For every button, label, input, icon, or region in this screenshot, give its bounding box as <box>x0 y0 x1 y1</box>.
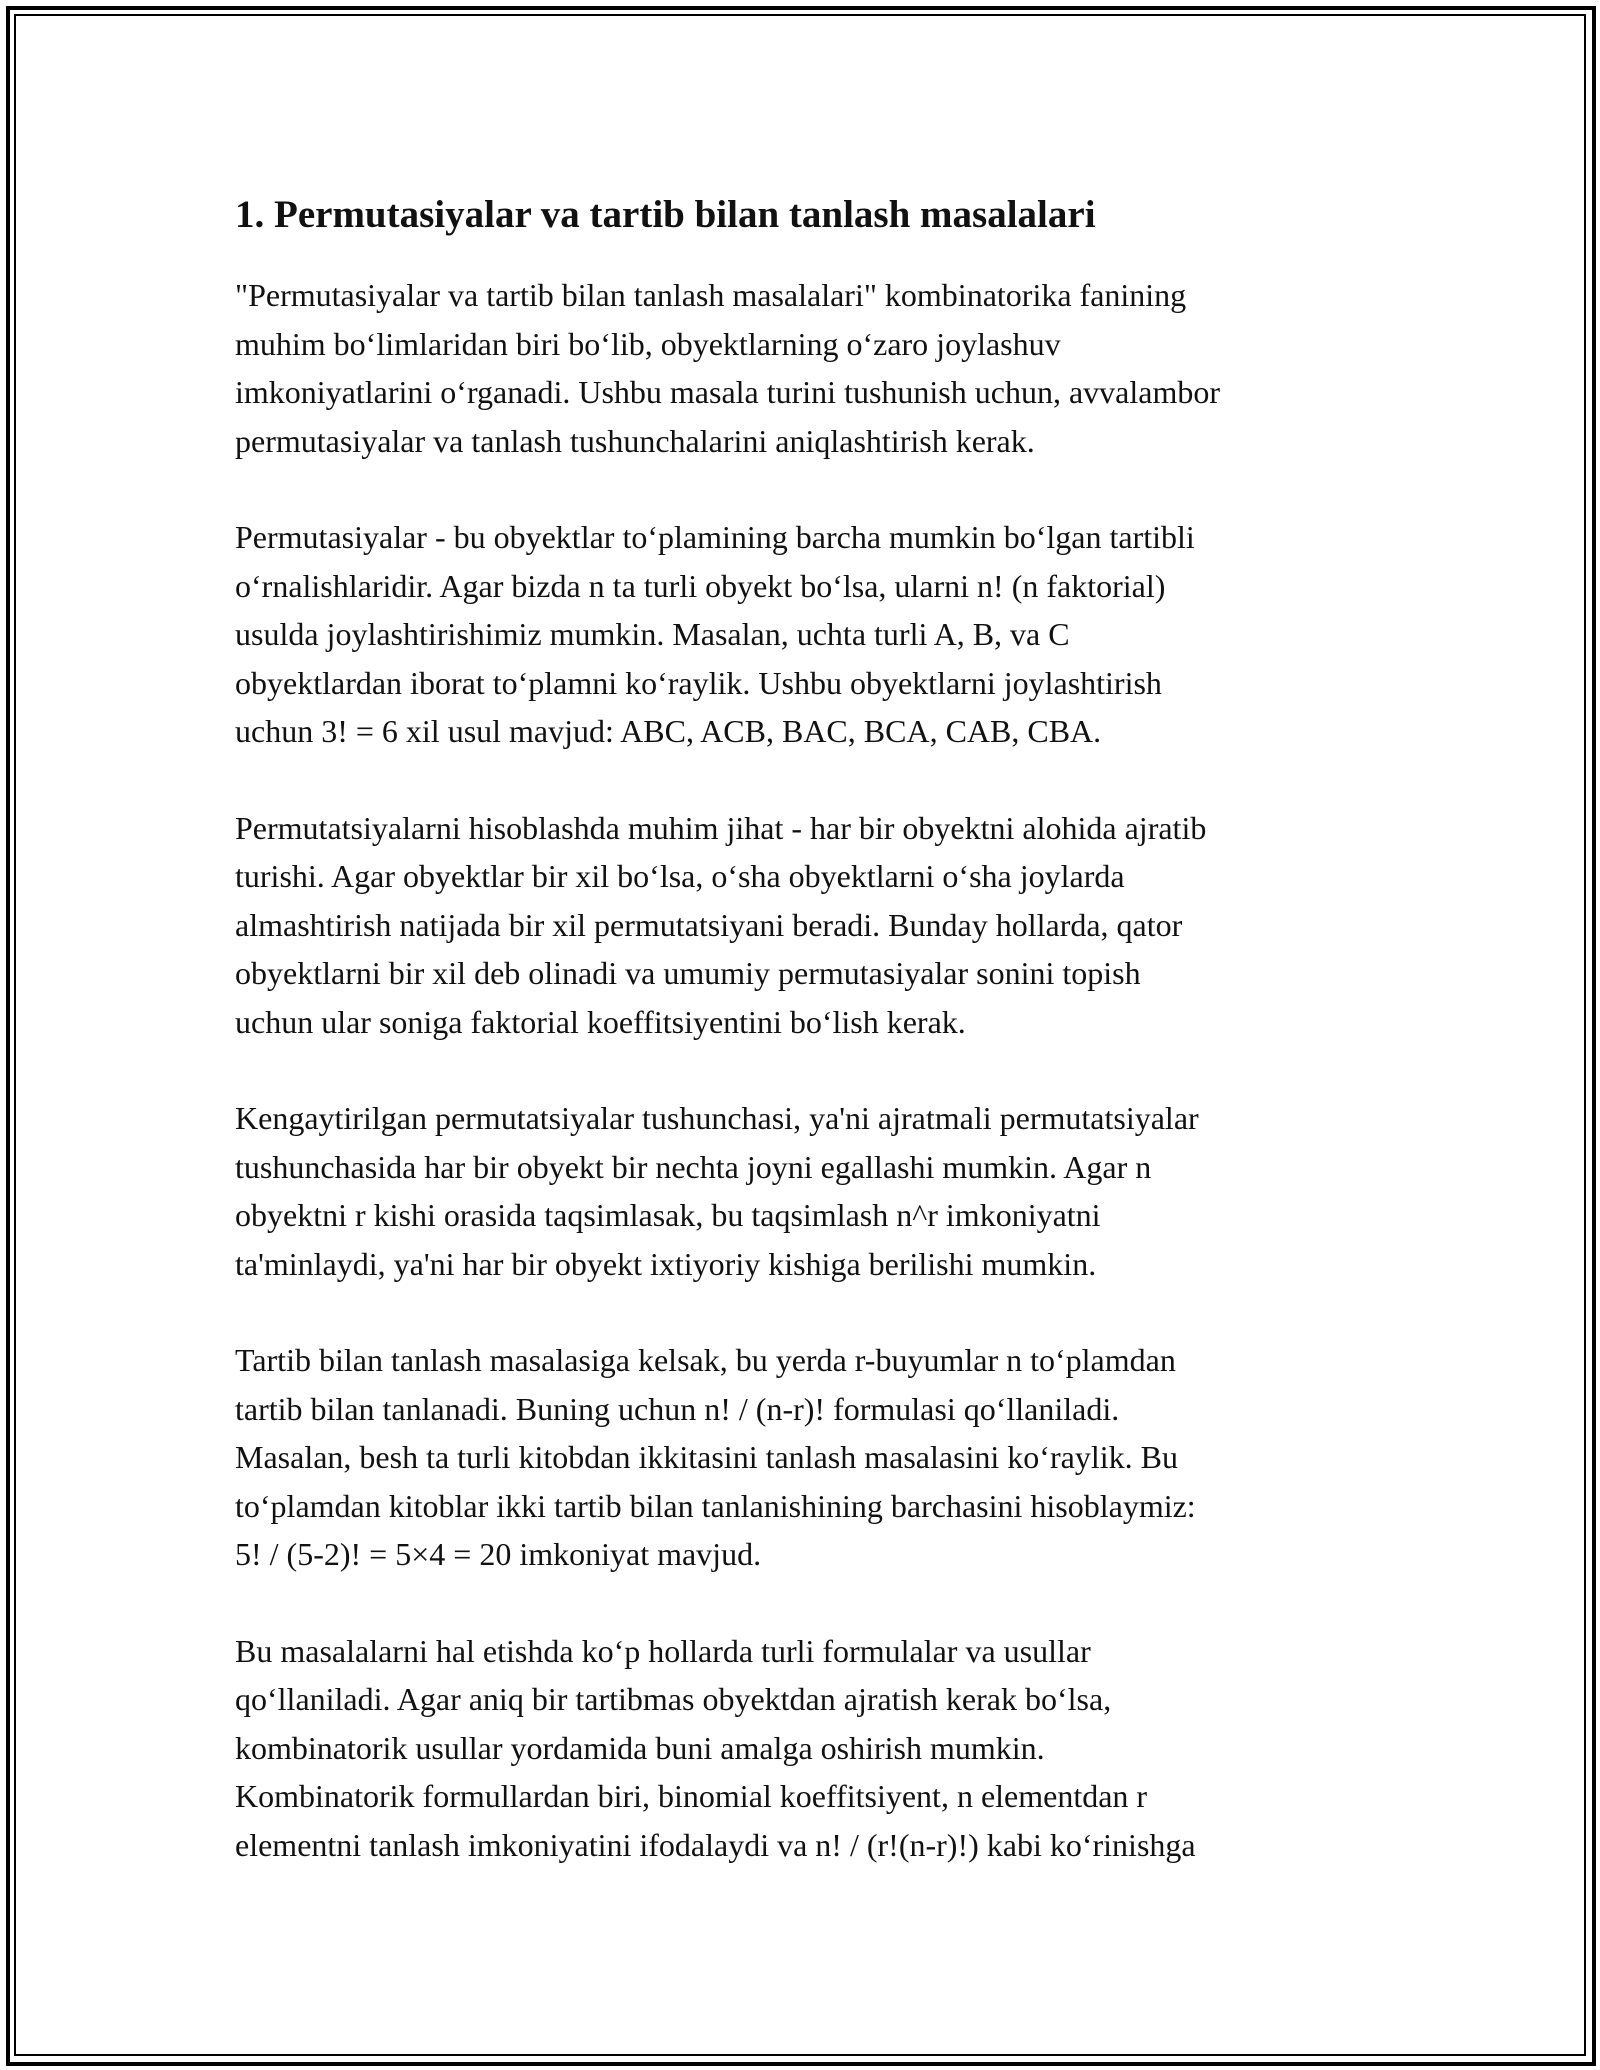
paragraph-line: permutasiyalar va tanlash tushunchalarini aniqlashtirish kerak. <box>235 422 1035 459</box>
paragraph-5 <box>235 1336 1375 1579</box>
paragraph-line: uchun ular soniga faktorial koeffitsiyentini bo‘lish kerak. <box>235 1003 966 1040</box>
paragraph-3 <box>235 804 1375 1047</box>
paragraph-line: obyektlarni bir xil deb olinadi va umumiy permutasiyalar sonini topish <box>235 955 1141 991</box>
paragraph-line: kombinatorik usullar yordamida buni amalga oshirish mumkin. <box>235 1729 1045 1766</box>
paragraph-line: tushunchasida har bir obyekt bir nechta joyni egallashi mumkin. Agar n <box>235 1148 1152 1185</box>
paragraph-line: obyektlardan iborat to‘plamni ko‘raylik. Ushbu obyektlarni joylashtirish <box>235 664 1162 701</box>
paragraph-line: turishi. Agar obyektlar bir xil bo‘lsa, o‘sha obyektlarni o‘sha joylarda <box>235 858 1125 894</box>
paragraph-line: obyektni r kishi orasida taqsimlasak, bu taqsimlash n^r imkoniyatni <box>235 1197 1101 1233</box>
paragraph-line: Tartib bilan tanlash masalasiga kelsak, bu yerda r-buyumlar n to‘plamdan <box>235 1342 1176 1378</box>
document-title: 1. Permutasiyalar va tartib bilan tanlash masalalari <box>235 193 1096 236</box>
paragraph-line: ta'minlaydi, ya'ni har bir obyekt ixtiyoriy kishiga berilishi mumkin. <box>235 1245 1097 1282</box>
paragraph-line: usulda joylashtirishimiz mumkin. Masalan, uchta turli A, B, va C <box>235 616 1070 652</box>
paragraph-line: o‘rnalishlaridir. Agar bizda n ta turli obyekt bo‘lsa, ularni n! (n faktorial) <box>235 567 1166 604</box>
paragraph-line: almashtirish natijada bir xil permutatsiyani beradi. Bunday hollarda, qator <box>235 906 1183 943</box>
paragraph-line: Masalan, besh ta turli kitobdan ikkitasini tanlash masalasini ko‘raylik. Bu <box>235 1439 1178 1475</box>
paragraph-6 <box>235 1627 1375 1870</box>
paragraph-4 <box>235 1094 1375 1288</box>
paragraph-line: elementni tanlash imkoniyatini ifodalaydi va n! / (r!(n-r)!) kabi ko‘rinishga <box>235 1826 1196 1863</box>
paragraph-1 <box>235 271 1375 465</box>
paragraph-line: Kombinatorik formullardan biri, binomial koeffitsiyent, n elementdan r <box>235 1778 1148 1814</box>
paragraph-line: Kengaytirilgan permutatsiyalar tushunchasi, ya'ni ajratmali permutatsiyalar <box>235 1100 1199 1136</box>
paragraph-line: "Permutasiyalar va tartib bilan tanlash masalalari" kombinatorika fanining <box>235 277 1187 313</box>
paragraph-line: to‘plamdan kitoblar ikki tartib bilan tanlanishining barchasini hisoblaymiz: <box>235 1487 1196 1524</box>
paragraph-2 <box>235 513 1375 756</box>
paragraph-line: qo‘llaniladi. Agar aniq bir tartibmas obyektdan ajratish kerak bo‘lsa, <box>235 1681 1112 1717</box>
paragraph-line: uchun 3! = 6 xil usul mavjud: ABC, ACB, BAC, BCA, CAB, CBA. <box>235 713 1102 749</box>
paragraph-line: imkoniyatlarini o‘rganadi. Ushbu masala turini tushunish uchun, avvalambor <box>235 374 1220 410</box>
paragraph-line: Permutasiyalar - bu obyektlar to‘plamining barcha mumkin bo‘lgan tartibli <box>235 519 1195 555</box>
document-body <box>235 185 1375 1917</box>
paragraph-line: 5! / (5-2)! = 5×4 = 20 imkoniyat mavjud. <box>235 1536 762 1572</box>
paragraph-line: Permutatsiyalarni hisoblashda muhim jihat - har bir obyektni alohida ajratib <box>235 809 1207 846</box>
paragraph-line: Bu masalalarni hal etishda ko‘p hollarda turli formulalar va usullar <box>235 1632 1091 1669</box>
paragraph-line: tartib bilan tanlanadi. Buning uchun n! / (n-r)! formulasi qo‘llaniladi. <box>235 1390 1120 1427</box>
paragraph-line: muhim bo‘limlaridan biri bo‘lib, obyektlarning o‘zaro joylashuv <box>235 325 1061 362</box>
